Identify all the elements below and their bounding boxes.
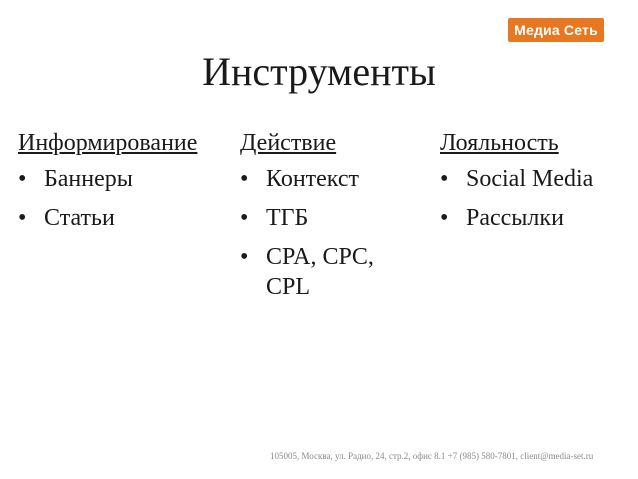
bullet-icon: •	[440, 166, 449, 192]
list-item	[240, 242, 420, 302]
bullet-list	[440, 164, 635, 233]
column-action	[240, 128, 420, 311]
bullet-icon: •	[240, 244, 249, 270]
bullet-list	[240, 164, 420, 302]
list-item	[440, 164, 635, 194]
slide-title: Инструменты	[202, 49, 436, 94]
list-item-text: Social Media	[466, 166, 594, 192]
brand-logo	[508, 18, 604, 42]
column-loyalty	[440, 128, 635, 242]
column-information	[18, 128, 218, 242]
footer-contacts: 105005, Москва, ул. Радио, 24, стр.2, офис 8.1 +7 (985) 580-7801, client@media-set.ru	[270, 451, 594, 461]
column-heading: Действие	[240, 130, 337, 156]
list-item	[240, 203, 420, 233]
list-item-text: CPA, CPC, CPL	[266, 244, 374, 300]
column-heading: Информирование	[18, 130, 198, 156]
list-item	[18, 164, 218, 194]
list-item-text: Баннеры	[44, 166, 133, 192]
list-item	[440, 203, 635, 233]
list-item-text: Контекст	[266, 166, 359, 192]
bullet-icon: •	[240, 166, 249, 192]
list-item	[240, 164, 420, 194]
list-item	[18, 203, 218, 233]
column-heading: Лояльность	[440, 130, 559, 156]
bullet-icon: •	[18, 166, 27, 192]
list-item-text: ТГБ	[266, 205, 309, 231]
bullet-icon: •	[18, 205, 27, 231]
bullet-list	[18, 164, 218, 233]
list-item-text: Статьи	[44, 205, 115, 231]
bullet-icon: •	[440, 205, 449, 231]
brand-logo-text: Медиа Сеть	[514, 22, 598, 38]
bullet-icon: •	[240, 205, 249, 231]
list-item-text: Рассылки	[466, 205, 564, 231]
